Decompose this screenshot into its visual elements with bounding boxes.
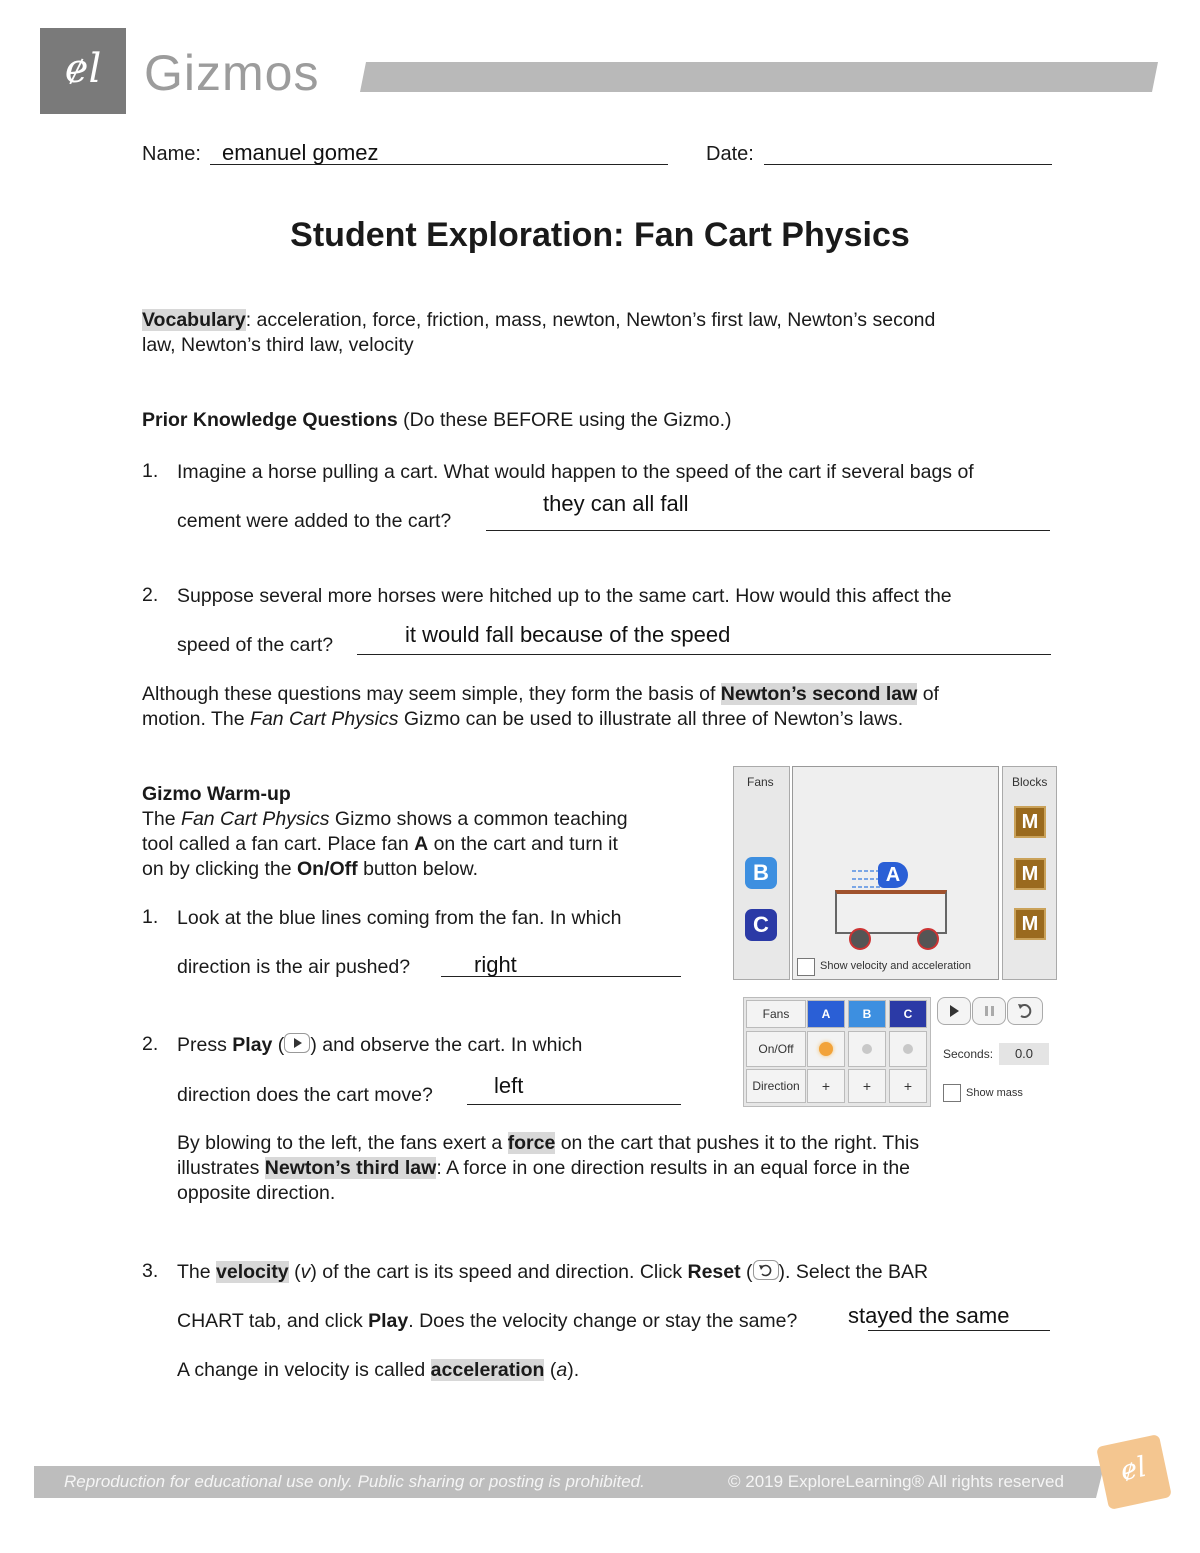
warmup-q1-answer[interactable]: right (474, 952, 517, 977)
name-label: Name: (142, 143, 201, 165)
footer-disclaimer: Reproduction for educational use only. Public sharing or posting is prohibited. (64, 1472, 645, 1491)
warmup-q3-line (868, 1330, 1050, 1331)
prior-q2-prompt: speed of the cart? (177, 634, 334, 656)
prior-q1-prompt: cement were added to the cart? (177, 510, 452, 532)
mass-block-1[interactable]: M (1014, 806, 1046, 838)
reset-button[interactable] (1007, 997, 1043, 1025)
ctrl-fans-label: Fans (746, 1000, 806, 1028)
footer-copyright: © 2019 ExploreLearning® All rights reserved (728, 1472, 1064, 1491)
warmup-q1-prompt: direction is the air pushed? (177, 956, 411, 978)
prior-q2-text: Suppose several more horses were hitched up to the same cart. How would this affect the (177, 585, 952, 607)
name-field[interactable]: emanuel gomez (222, 140, 379, 165)
page-title: Student Exploration: Fan Cart Physics (290, 216, 910, 254)
prior-q1-number: 1. (142, 460, 159, 482)
show-mass-checkbox[interactable] (943, 1084, 961, 1102)
warmup-explanation: By blowing to the left, the fans exert a force on the cart that pushes it to the right. This illustrates Newton’s third law: A force in one direction results in an equal force in the opposite direction. (177, 1132, 920, 1204)
ctrl-col-c: C (889, 1000, 927, 1028)
ctrl-onoff-label: On/Off (746, 1031, 806, 1067)
prior-paragraph: Although these questions may seem simple, they form the basis of Newton’s second law of motion. The Fan Cart Physics Gizmo can be used to illustrate all three of Newton’s laws. (142, 683, 939, 730)
warmup-q3-prompt: CHART tab, and click Play. Does the velocity change or stay the same? (177, 1310, 798, 1332)
header-bar (360, 62, 1158, 92)
fan-c-direction-button[interactable]: + (889, 1069, 927, 1103)
show-velocity-checkbox[interactable] (797, 958, 815, 976)
blocks-panel-label: Blocks (1012, 775, 1048, 789)
fan-b-onoff-button[interactable] (848, 1031, 886, 1067)
vocabulary-section (142, 308, 1062, 358)
ctrl-direction-label: Direction (746, 1069, 806, 1103)
prior-heading: Prior Knowledge Questions (Do these BEFORE using the Gizmo.) (142, 409, 732, 431)
fan-c-onoff-button[interactable] (889, 1031, 927, 1067)
warmup-q2-text: Press Play ( ) and observe the cart. In which (177, 1034, 583, 1056)
reset-icon (753, 1260, 779, 1280)
newtons-third-law-term: Newton’s third law (264, 1157, 437, 1179)
mass-block-2[interactable]: M (1014, 858, 1046, 890)
fan-c-button[interactable]: C (745, 909, 777, 941)
warmup-q3-number: 3. (142, 1260, 159, 1282)
force-term: force (507, 1132, 556, 1154)
cart-wheel-right (917, 928, 939, 950)
newtons-second-law-term: Newton’s second law (720, 683, 918, 705)
prior-q2-number: 2. (142, 584, 159, 606)
seconds-label: Seconds: (943, 1047, 994, 1061)
warmup-intro: Gizmo Warm-up The Fan Cart Physics Gizmo shows a common teaching tool called a fan cart. Place fan A on the cart and turn it on by clicking the On/Off button below. (142, 782, 702, 882)
mass-block-3[interactable]: M (1014, 908, 1046, 940)
ctrl-col-a: A (807, 1000, 845, 1028)
fans-panel-label: Fans (747, 775, 774, 789)
vocabulary-label: Vocabulary (142, 309, 246, 331)
vocabulary-text: : acceleration, force, friction, mass, newton, Newton’s first law, Newton’s second (245, 309, 936, 331)
cart-wheel-left (849, 928, 871, 950)
acceleration-definition: A change in velocity is called acceleration (a). (177, 1359, 580, 1381)
reset-icon (1008, 998, 1042, 1024)
warmup-heading: Gizmo Warm-up (142, 783, 291, 805)
prior-q1-answer[interactable]: they can all fall (543, 491, 689, 516)
fan-a-on-cart[interactable]: A (878, 862, 908, 888)
play-icon (284, 1033, 310, 1053)
velocity-term: velocity (216, 1261, 289, 1283)
vocabulary-text-2: law, Newton’s third law, velocity (142, 334, 414, 356)
warmup-q1-text: Look at the blue lines coming from the fan. In which (177, 907, 622, 929)
warmup-q3-answer[interactable]: stayed the same (848, 1303, 1010, 1328)
prior-q2-answer[interactable]: it would fall because of the speed (405, 622, 731, 647)
acceleration-term: acceleration (430, 1359, 545, 1381)
date-label: Date: (706, 143, 754, 165)
fan-a-onoff-button[interactable] (807, 1031, 845, 1067)
seconds-value: 0.0 (999, 1043, 1049, 1065)
warmup-q1-number: 1. (142, 906, 159, 928)
warmup-q2-prompt: direction does the cart move? (177, 1084, 433, 1106)
warmup-q2-number: 2. (142, 1033, 159, 1055)
fan-b-button[interactable]: B (745, 857, 777, 889)
prior-q1-text: Imagine a horse pulling a cart. What would happen to the speed of the cart if several bags of (177, 461, 974, 483)
play-icon (938, 998, 970, 1024)
show-velocity-label: Show velocity and acceleration (820, 960, 972, 972)
show-mass-label: Show mass (966, 1087, 1023, 1099)
fan-b-direction-button[interactable]: + (848, 1069, 886, 1103)
warmup-q2-line (467, 1104, 681, 1105)
prior-q2-line (357, 654, 1051, 655)
ctrl-col-b: B (848, 1000, 886, 1028)
play-button[interactable] (937, 997, 971, 1025)
prior-q1-line (486, 530, 1050, 531)
date-line (764, 164, 1052, 165)
warmup-q3-text: The velocity (v) of the cart is its speed and direction. Click Reset ( ). Select the BAR (177, 1261, 929, 1283)
footer-logo: ɇl (1096, 1434, 1172, 1510)
warmup-q2-answer[interactable]: left (494, 1073, 524, 1098)
pause-icon (973, 998, 1005, 1024)
brand-logo: ɇl (40, 28, 126, 114)
brand-name: Gizmos (144, 45, 320, 101)
fan-a-direction-button[interactable]: + (807, 1069, 845, 1103)
pause-button[interactable] (972, 997, 1006, 1025)
